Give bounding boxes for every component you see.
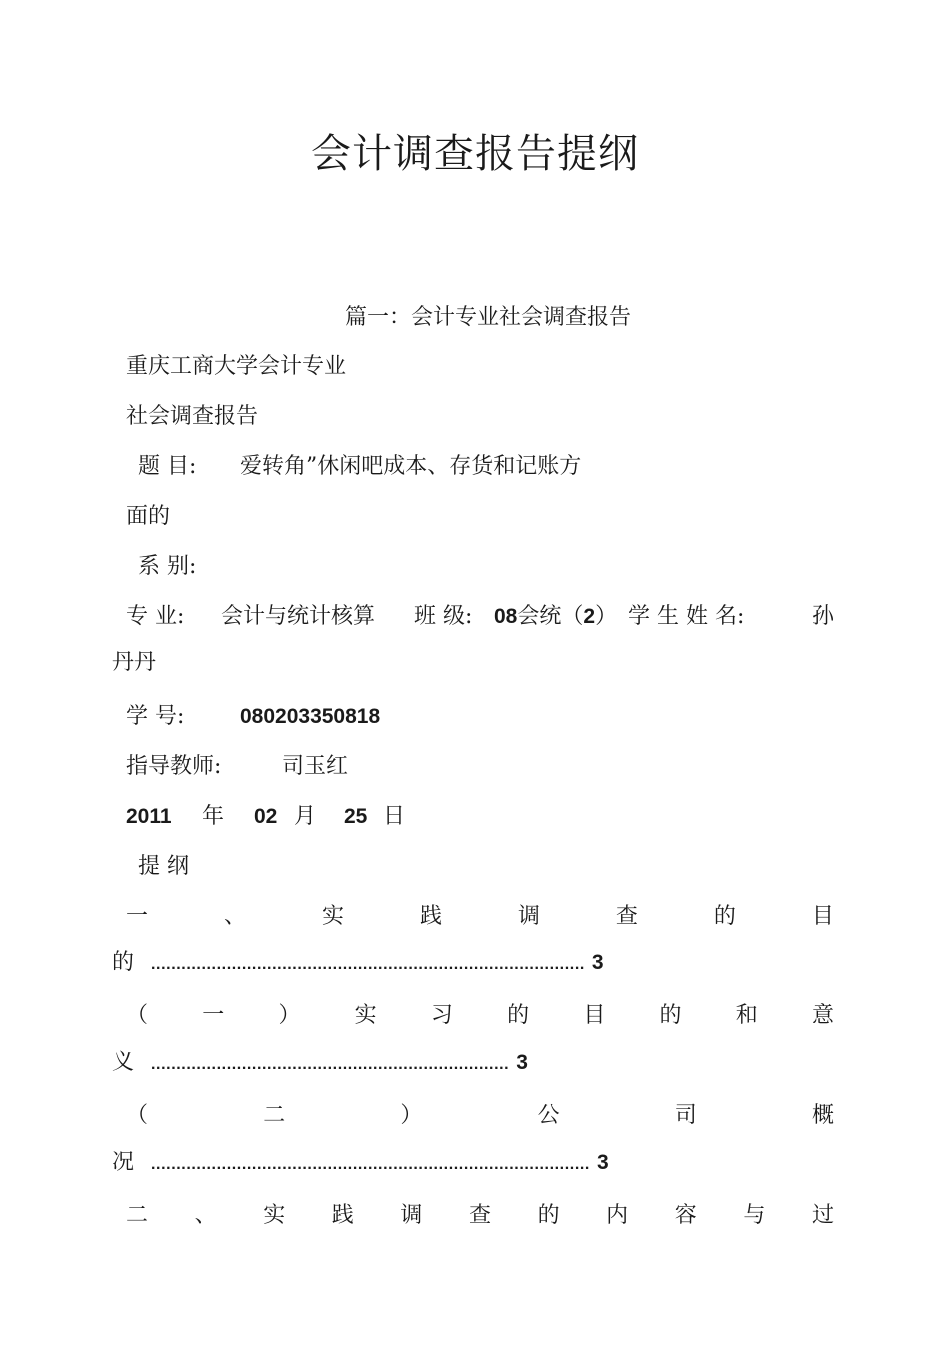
toc-char: 查	[615, 904, 638, 929]
toc-char: 调	[517, 904, 540, 929]
student-id-value: 080203350818	[240, 705, 381, 728]
toc-char: 意	[811, 1003, 834, 1028]
toc-char: 一	[202, 1003, 225, 1028]
toc-char: 的	[537, 1203, 560, 1228]
toc-entry-3-line	[126, 1101, 834, 1131]
student-name-rest: 丹丹	[112, 650, 157, 675]
topic-label: 题 目:	[138, 454, 197, 479]
toc-char: 查	[468, 1203, 491, 1228]
toc-leader: .......................................................................................	[151, 1156, 590, 1173]
toc-char: 过	[811, 1203, 834, 1228]
report-type-line: 社会调查报告	[126, 404, 259, 429]
date-month: 02	[254, 805, 278, 828]
toc-char: 二	[263, 1103, 286, 1128]
toc-page-number: 3	[591, 951, 604, 974]
toc-char: 一	[126, 904, 149, 929]
topic-continuation: 面的	[126, 504, 171, 529]
student-id-label: 学 号:	[126, 704, 185, 729]
topic-value: 爱转角”休闲吧成本、存货和记账方	[240, 454, 582, 479]
date-year-unit: 年	[202, 804, 225, 829]
toc-char: 概	[811, 1103, 834, 1128]
toc-char: 目	[583, 1003, 606, 1028]
document-title: 会计调查报告提纲	[311, 131, 639, 177]
student-name-label: 学 生 姓 名:	[628, 604, 745, 629]
date-month-unit: 月	[294, 804, 317, 829]
class-number: 2	[583, 605, 596, 628]
toc-char: 的	[713, 904, 736, 929]
toc-entry-4-line	[126, 1201, 834, 1231]
toc-char: 目	[811, 904, 834, 929]
toc-char: 、	[223, 904, 246, 929]
toc-char: 容	[674, 1203, 697, 1228]
toc-page-number: 3	[596, 1151, 609, 1174]
toc-tail: 义	[112, 1050, 135, 1075]
toc-leader: ......................................................................................	[151, 956, 585, 973]
toc-char: 的	[659, 1003, 682, 1028]
toc-char: 司	[674, 1103, 697, 1128]
toc-tail: 况	[112, 1150, 135, 1175]
toc-char: 践	[419, 904, 442, 929]
toc-tail: 的	[112, 950, 135, 975]
class-close: ）	[595, 604, 618, 629]
advisor-label: 指导教师:	[126, 754, 222, 779]
class-year: 08	[494, 605, 518, 628]
class-value	[494, 602, 617, 632]
university-line: 重庆工商大学会计专业	[126, 354, 347, 379]
toc-char: 公	[537, 1103, 560, 1128]
toc-leader: .......................................................................	[151, 1056, 510, 1073]
date-day-unit: 日	[383, 804, 406, 829]
student-name-first: 孙	[812, 604, 835, 629]
class-name: 会统（	[517, 604, 584, 629]
major-value: 会计与统计核算	[221, 604, 376, 629]
advisor-value: 司玉红	[282, 754, 349, 779]
toc-char: 践	[331, 1203, 354, 1228]
toc-char: ）	[278, 1003, 301, 1028]
toc-page-number: 3	[516, 1051, 528, 1074]
toc-entry-1-tail	[112, 948, 604, 980]
toc-char: 习	[430, 1003, 453, 1028]
toc-char: 和	[735, 1003, 758, 1028]
major-label: 专 业:	[126, 604, 185, 629]
toc-entry-2-line	[126, 1001, 834, 1031]
date-year: 2011	[126, 805, 172, 828]
outline-heading: 提 纲	[138, 854, 189, 879]
toc-char: 、	[194, 1203, 217, 1228]
toc-char: 实	[263, 1203, 286, 1228]
toc-char: 内	[606, 1203, 629, 1228]
class-label: 班 级:	[414, 604, 473, 629]
toc-char: 与	[743, 1203, 766, 1228]
toc-char: 二	[126, 1203, 149, 1228]
section-heading: 篇一：会计专业社会调查报告	[345, 305, 632, 330]
toc-char: 实	[354, 1003, 377, 1028]
toc-char: （	[126, 1003, 149, 1028]
toc-char: 的	[507, 1003, 530, 1028]
toc-entry-2-tail	[112, 1048, 528, 1080]
toc-entry-3-tail	[112, 1148, 609, 1180]
toc-char: （	[126, 1103, 149, 1128]
toc-char: 实	[321, 904, 344, 929]
toc-char: ）	[400, 1103, 423, 1128]
department-label: 系 别:	[138, 554, 197, 579]
date-day: 25	[344, 805, 368, 828]
toc-char: 调	[400, 1203, 423, 1228]
toc-entry-1-line	[126, 902, 834, 932]
